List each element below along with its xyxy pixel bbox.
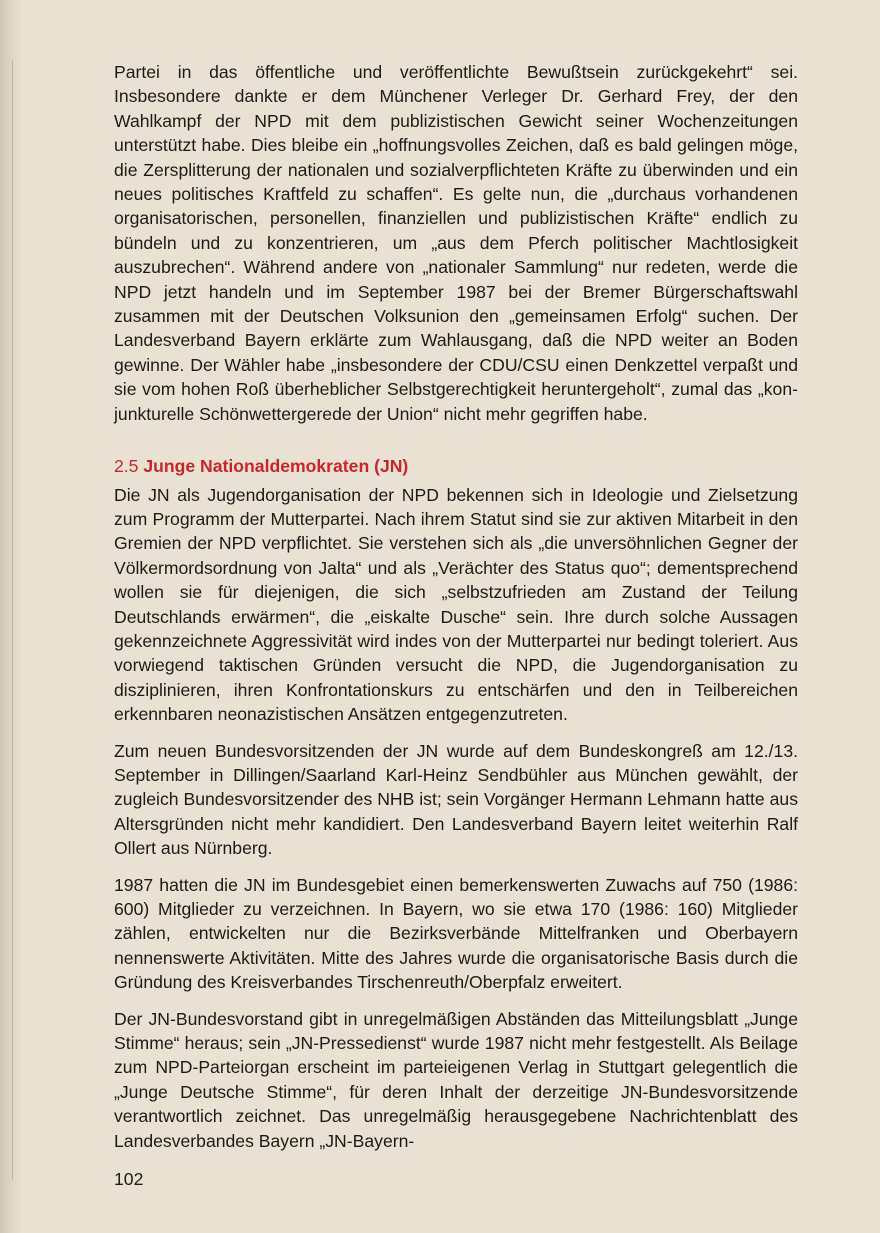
text-column (114, 60, 798, 1165)
section-title: Junge Nationaldemokraten (JN) (143, 456, 409, 477)
section-paragraph-4: Der JN-Bundesvorstand gibt in unregelmäßigen Abständen das Mitteilungsblatt „Junge Stimme“ heraus; sein „JN-Pressedienst“ wurde 1987 nicht mehr festgestellt. Als Beilage zum NPD-Parteiorgan erscheint im parteieigenen Verlag in Stuttgart gelegentlich die „Junge Deutsche Stimme“, für deren Inhalt der derzeitige JN-Bundesvorsitzende verantwortlich zeichnet. Das unregelmäßig herausgegebene Nachrichtenblatt des Landesverbandes Bayern „JN-Bayern- (114, 1008, 798, 1151)
section-paragraph-1: Die JN als Jugendorganisation der NPD bekennen sich in Ideologie und Zielsetzung zum Programm der Mutterpartei. Nach ihrem Statut sind sie zur aktiven Mitarbeit in den Gremien der NPD verpflichtet. Sie verstehen sich als „die unversöhnlichen Gegner der Völkermordsordnung von Jalta“ und als „Verächter des Status quo“; dementsprechend wollen sie für diejenigen, die sich „selbstzufrieden am Zustand der Teilung Deutschlands erwärmen“, die „eiskalte Dusche“ sein. Ihre durch solche Aussagen gekennzeichnete Aggressivität wird indes von der Mutterpartei nur bedingt toleriert. Aus vorwiegend taktischen Gründen versucht die NPD, die Jugendorganisation zu disziplinieren, ihren Konfrontationskurs zu entschärfen und den in Teilbereichen erkennbaren neonazistischen Ansätzen entgegenzutreten. (114, 484, 798, 725)
page-number: 102 (114, 1169, 144, 1189)
intro-paragraph: Partei in das öffentliche und veröffentlichte Bewußtsein zurückgekehrt“ sei. Insbesondere dankte er dem Münchener Verleger Dr. Gerhard Frey, der den Wahlkampf der NPD mit dem publizistischen Gewicht seiner Wochenzeitungen unterstützt habe. Dies bleibe ein „hoffnungsvolles Zeichen, daß es bald gelingen möge, die Zersplitterung der nationalen und sozialverpflichteten Kräfte zu überwinden und ein neues politisches Kraftfeld zu schaffen“. Es gelte nun, die „durchaus vorhandenen organisatorischen, personellen, finanziellen und publizistischen Kräfte“ endlich zu bündeln und zu konzentrieren, um „aus dem Pferch politischer Machtlosigkeit auszubrechen“. Während andere von „nationaler Sammlung“ nur redeten, werde die NPD jetzt handeln und im September 1987 bei der Bremer Bürgerschaftswahl zusammen mit der Deutschen Volksunion den „gemeinsamen Erfolg“ suchen. Der Landesverband Bayern erklärte zum Wahlausgang, daß die NPD weiter an Boden gewinne. Der Wähler habe „insbesondere der CDU/CSU einen Denkzettel verpaßt und sie vom hohen Roß überheblicher Selbstgerechtigkeit heruntergeholt“, zumal das „konjunkturelle Schönwettergerede der Union“ nicht mehr gegriffen habe. (114, 62, 798, 424)
section-paragraph-3: 1987 hatten die JN im Bundesgebiet einen bemerkenswerten Zuwachs auf 750 (1986: 600) Mitglieder zu verzeichnen. In Bayern, wo sie etwa 170 (1986: 160) Mitglieder zählen, entwickelten nur die Bezirksverbände Mittelfranken und Oberbayern nennenswerte Aktivitäten. Mitte des Jahres wurde die organisatorische Basis durch die Gründung des Kreisverbandes Tirschenreuth/Oberpfalz erweitert. (114, 874, 798, 993)
section-paragraph-2: Zum neuen Bundesvorsitzenden der JN wurde auf dem Bundeskongreß am 12./13. September in Dillingen/Saarland Karl-Heinz Sendbühler aus München gewählt, der zugleich Bundesvorsitzender des NHB ist; sein Vorgänger Hermann Lehmann hatte aus Altersgründen nicht mehr kandidiert. Den Landesverband Bayern leitet weiterhin Ralf Ollert aus Nürnberg. (114, 740, 798, 859)
section-heading (114, 454, 798, 478)
page-binding-edge (0, 0, 22, 1233)
section-number: 2.5 (114, 456, 139, 477)
binding-line (12, 60, 13, 1180)
